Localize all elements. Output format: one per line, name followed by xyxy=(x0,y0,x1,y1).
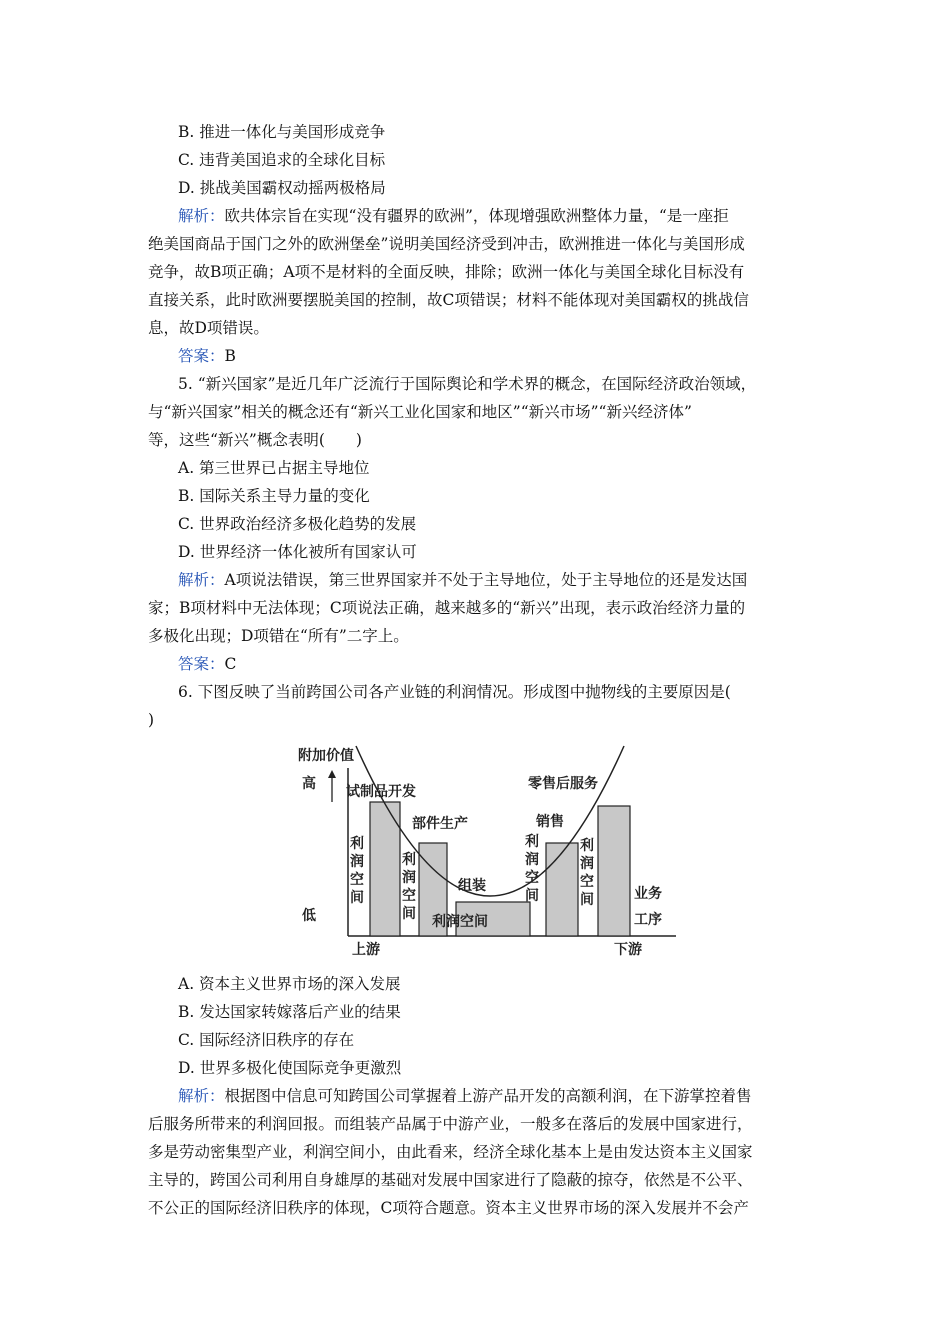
q6-option-d: D. 世界多极化使国际竞争更激烈 xyxy=(178,1059,402,1077)
q4-analysis-line-4: 直接关系，此时欧洲要摆脱美国的控制，故C项错误；材料不能体现对美国霸权的挑战信 xyxy=(148,291,749,309)
q6-analysis-line-1: 解析：根据图中信息可知跨国公司掌握着上游产品开发的高额利润，在下游掌控着售 xyxy=(178,1087,752,1105)
smile-curve-svg xyxy=(292,740,682,962)
q5-analysis-label: 解析： xyxy=(178,571,225,589)
q4-option-c: C. 违背美国追求的全球化目标 xyxy=(178,151,386,169)
svg-text:空: 空 xyxy=(350,872,364,888)
q5-answer-value: C xyxy=(224,655,237,673)
bar-after-sales-service xyxy=(598,806,630,936)
q5-answer-label: 答案： xyxy=(178,655,225,673)
q6-option-b: B. 发达国家转嫁落后产业的结果 xyxy=(178,1003,401,1021)
svg-text:利: 利 xyxy=(402,852,416,868)
profit-label-vertical-4 xyxy=(579,837,594,908)
q5-stem-line-3: 等，这些“新兴”概念表明( ) xyxy=(148,431,362,449)
q6-analysis-line-2: 后服务所带来的利润回报。而组装产品属于中游产业，一般多在落后的发展中国家进行， xyxy=(148,1115,753,1133)
q5-option-a: A. 第三世界已占据主导地位 xyxy=(178,459,370,477)
q4-option-b: B. 推进一体化与美国形成竞争 xyxy=(178,123,386,141)
q4-analysis-line-1: 解析：欧共体宗旨在实现“没有疆界的欧洲”，体现增强欧洲整体力量，“是一座拒 xyxy=(178,207,729,225)
svg-text:润: 润 xyxy=(402,870,416,886)
svg-text:间: 间 xyxy=(350,890,364,906)
q5-analysis-line-3: 多极化出现；D项错在“所有”二字上。 xyxy=(148,627,409,645)
q4-analysis-line-3: 竞争，故B项正确；A项不是材料的全面反映，排除；欧洲一体化与美国全球化目标没有 xyxy=(148,263,745,281)
profit-label-vertical-3 xyxy=(524,833,539,904)
y-high-label: 高 xyxy=(302,776,316,792)
q5-option-c: C. 世界政治经济多极化趋势的发展 xyxy=(178,515,417,533)
svg-text:利: 利 xyxy=(525,834,539,850)
profit-label-vertical-1 xyxy=(349,835,364,906)
svg-text:间: 间 xyxy=(402,906,416,922)
q5-option-b: B. 国际关系主导力量的变化 xyxy=(178,487,370,505)
q4-answer-label: 答案： xyxy=(178,347,225,365)
svg-text:间: 间 xyxy=(525,888,539,904)
q6-analysis-line-4: 主导的，跨国公司利用自身雄厚的基础对发展中国家进行了隐蔽的掠夺，依然是不公平、 xyxy=(148,1171,753,1189)
q4-analysis-line-2: 绝美国商品于国门之外的欧洲堡垒”说明美国经济受到冲击，欧洲推进一体化与美国形成 xyxy=(148,235,745,253)
y-axis-title: 附加价值 xyxy=(298,748,354,764)
q6-analysis-line-5: 不公正的国际经济旧秩序的体现，C项符合题意。资本主义世界市场的深入发展并不会产 xyxy=(148,1199,749,1217)
svg-text:润: 润 xyxy=(350,854,364,870)
q5-analysis-line-1: 解析：A项说法错误，第三世界国家并不处于主导地位，处于主导地位的还是发达国 xyxy=(178,571,748,589)
stage-trial-development-label: 试制品开发 xyxy=(346,784,416,800)
q6-analysis-line-3: 多是劳动密集型产业，利润空间小，由此看来，经济全球化基本上是由发达资本主义国家 xyxy=(148,1143,753,1161)
svg-text:润: 润 xyxy=(580,856,594,872)
q5-option-d: D. 世界经济一体化被所有国家认可 xyxy=(178,543,417,561)
q6-option-c: C. 国际经济旧秩序的存在 xyxy=(178,1031,355,1049)
stage-parts-production-label: 部件生产 xyxy=(412,816,468,832)
profit-space-label-horizontal: 利润空间 xyxy=(432,914,488,930)
profit-label-vertical-2 xyxy=(401,851,416,922)
process-label: 工序 xyxy=(634,912,662,928)
y-low-label: 低 xyxy=(302,908,316,924)
q5-stem-line-1: 5. “新兴国家”是近几年广泛流行于国际舆论和学术界的概念，在国际经济政治领域， xyxy=(178,375,757,393)
business-label: 业务 xyxy=(634,886,662,902)
stage-after-sales-label: 零售后服务 xyxy=(528,776,598,792)
q6-option-a: A. 资本主义世界市场的深入发展 xyxy=(178,975,401,993)
q6-stem-line-1: 6. 下图反映了当前跨国公司各产业链的利润情况。形成图中抛物线的主要原因是( xyxy=(178,683,731,701)
q4-answer xyxy=(178,342,848,370)
svg-text:空: 空 xyxy=(402,888,416,904)
svg-text:利: 利 xyxy=(350,836,364,852)
q4-option-d: D. 挑战美国霸权动摇两极格局 xyxy=(178,179,386,197)
svg-text:空: 空 xyxy=(525,870,539,886)
q5-analysis-line-2: 家；B项材料中无法体现；C项说法正确，越来越多的“新兴”出现，表示政治经济力量的 xyxy=(148,599,746,617)
q6-analysis-label: 解析： xyxy=(178,1087,225,1105)
q4-answer-value: B xyxy=(224,347,236,365)
q4-analysis-line-5: 息，故D项错误。 xyxy=(148,319,269,337)
q6-stem-line-2: ) xyxy=(148,711,155,729)
q5-stem-line-2: 与“新兴国家”相关的概念还有“新兴工业化国家和地区”“新兴市场”“新兴经济体” xyxy=(148,403,692,421)
q5-answer xyxy=(178,650,848,678)
svg-text:空: 空 xyxy=(580,874,594,890)
svg-text:利: 利 xyxy=(580,838,594,854)
stage-assembly-label: 组装 xyxy=(458,878,486,894)
svg-text:润: 润 xyxy=(525,852,539,868)
x-start-label: 上游 xyxy=(352,942,380,958)
svg-text:间: 间 xyxy=(580,892,594,908)
up-arrowhead-icon xyxy=(328,770,336,778)
q4-analysis-label: 解析： xyxy=(178,207,225,225)
bar-sales xyxy=(546,843,578,936)
stage-sales-label: 销售 xyxy=(536,814,564,830)
x-end-label: 下游 xyxy=(614,942,642,958)
smile-curve-figure xyxy=(292,740,682,962)
